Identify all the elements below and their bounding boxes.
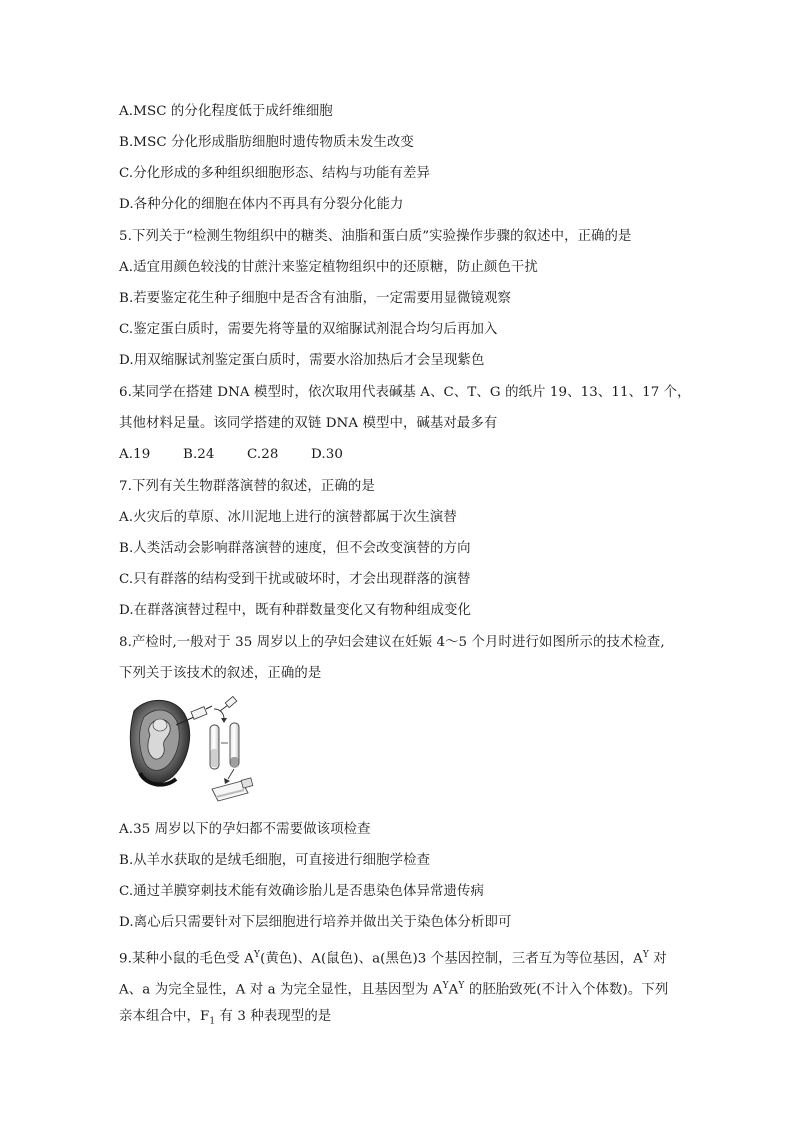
q9-stem-line2: A、a 为完全显性，A 对 a 为完全显性，且基因型为 $A^YA^Y$ 的胚胎致死(不计入个体数)。下列	[119, 981, 669, 998]
q9-stem-line3: 亲本组合中，$F_1$ 有 3 种表现型的是	[119, 1009, 332, 1027]
q5-option-b: B.若要鉴定花生种子细胞中是否含有油脂，一定需要用显微镜观察	[119, 291, 512, 306]
q5-stem: 5.下列关于“检测生物组织中的糖类、油脂和蛋白质”实验操作步骤的叙述中，正确的是	[119, 229, 632, 244]
amniocentesis-figure	[124, 693, 276, 805]
q7-option-d: D.在群落演替过程中，既有种群数量变化又有物种组成变化	[119, 603, 471, 618]
q6-stem-line1: 6.某同学在搭建 DNA 模型时，依次取用代表碱基 A、C、T、G 的纸片 19、13、11、17 个，	[119, 385, 691, 400]
q6-option-b: B.24	[183, 447, 215, 462]
q4-option-c: C.分化形成的多种组织细胞形态、结构与功能有差异	[119, 166, 431, 181]
q9-stem-line1: 9.某种小鼠的毛色受 $A^Y$(黄色)、A(鼠色)、a(黑色)3 个基因控制，三者互为等位基因，$A^Y$ 对	[119, 950, 667, 967]
q8-option-c: C.通过羊膜穿刺技术能有效确诊胎儿是否患染色体异常遗传病	[119, 884, 484, 899]
q6-option-a: A.19	[119, 447, 151, 462]
q4-option-b: B.MSC 分化形成脂肪细胞时遗传物质未发生改变	[119, 135, 414, 150]
q7-option-a: A.火灾后的草原、冰川泥地上进行的演替都属于次生演替	[119, 510, 457, 525]
q4-option-d: D.各种分化的细胞在体内不再具有分裂分化能力	[119, 197, 404, 212]
q6-option-c: C.28	[247, 447, 279, 462]
q5-option-d: D.用双缩脲试剂鉴定蛋白质时，需要水浴加热后才会呈现紫色	[119, 353, 485, 368]
q6-option-d: D.30	[311, 447, 343, 462]
q8-option-d: D.离心后只需要针对下层细胞进行培养并做出关于染色体分析即可	[119, 915, 512, 930]
q6-stem-line2: 其他材料足量。该同学搭建的双链 DNA 模型中，碱基对最多有	[119, 416, 498, 431]
q7-stem: 7.下列有关生物群落演替的叙述，正确的是	[119, 479, 375, 494]
q6-options	[119, 447, 343, 463]
q8-option-b: B.从羊水获取的是绒毛细胞，可直接进行细胞学检查	[119, 853, 431, 868]
q8-option-a: A.35 周岁以下的孕妇都不需要做该项检查	[119, 822, 371, 837]
q7-option-b: B.人类活动会影响群落演替的速度，但不会改变演替的方向	[119, 541, 471, 556]
q8-stem-line1: 8.产检时,一般对于 35 周岁以上的孕妇会建议在妊娠 4～5 个月时进行如图所示的技术检查,	[119, 635, 665, 650]
q4-option-a: A.MSC 的分化程度低于成纤维细胞	[119, 104, 333, 119]
q8-stem-line2: 下列关于该技术的叙述，正确的是	[119, 666, 322, 681]
q5-option-a: A.适宜用颜色较浅的甘蔗汁来鉴定植物组织中的还原糖，防止颜色干扰	[119, 260, 538, 275]
q5-option-c: C.鉴定蛋白质时，需要先将等量的双缩脲试剂混合均匀后再加入	[119, 322, 498, 337]
q7-option-c: C.只有群落的结构受到干扰或破坏时，才会出现群落的演替	[119, 572, 471, 587]
